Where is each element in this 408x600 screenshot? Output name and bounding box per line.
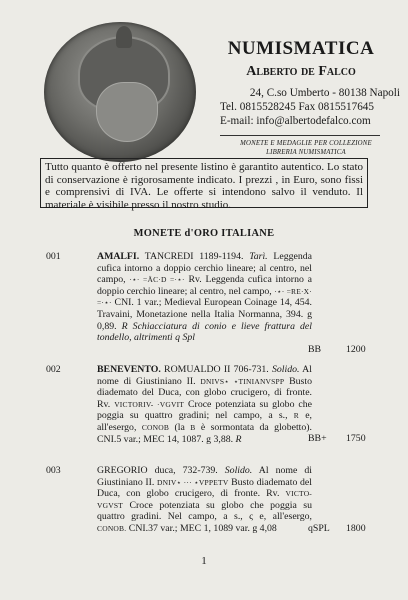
lot-mint: AMALFI. bbox=[97, 251, 140, 262]
lot-denomination: Solido. bbox=[271, 364, 300, 375]
header-divider bbox=[220, 135, 380, 136]
lot-description bbox=[97, 251, 312, 344]
address: 24, C.so Umberto - 80138 Napoli bbox=[249, 87, 400, 99]
section-title: MONETE d'ORO ITALIANE bbox=[133, 228, 275, 239]
lot-reverse-description: Croce potenziata su globo che poggia su quattro gradini. Nel campo, a s., ς e, all'esergo, bbox=[97, 499, 312, 523]
lot-obverse-inscription: DNIVS⋆ ⋆TINIANVSPP bbox=[200, 376, 285, 386]
lot-reverse-inscription: VICTORIV- ·VGVIT bbox=[114, 399, 185, 409]
page-number: 1 bbox=[201, 555, 207, 567]
lot-reverse-inscription: VICTO-VGVST bbox=[97, 489, 313, 510]
lot-exergue-inscription: CONOB. bbox=[97, 523, 127, 533]
lot-ruler-name: GREGORIO bbox=[97, 465, 148, 476]
company-title: NUMISMATICA bbox=[227, 38, 375, 59]
lot-exergue-inscription: CONOB bbox=[141, 422, 170, 432]
coin-face bbox=[96, 82, 158, 142]
lot-price: 1800 bbox=[346, 523, 366, 534]
lot-denomination: Solido. bbox=[224, 465, 253, 476]
lot-references: è sormontata da globetto). CNI.5 var.; MEC 14, 1087. g 3,88. bbox=[97, 421, 312, 445]
lot-ruler: ROMUALDO II 706-731. bbox=[164, 364, 269, 375]
lot-references: CNI. 1 var.; Medieval European Coinage 14, 454. Travaini, Monetazione nella Italia Normanna, 394. g 0,89. bbox=[97, 297, 313, 332]
company-owner: Alberto de Falco bbox=[246, 64, 356, 79]
lot-rarity: R bbox=[121, 320, 128, 332]
lot-description bbox=[97, 364, 312, 445]
lot-obverse-inscription: ·⋆· =ÄC·D =·⋆· bbox=[129, 275, 185, 285]
notice-box: Tutto quanto è offerto nel presente listino è garantito autentico. Lo stato di conservazione è rigorosamente indicato. I prezzi , in Euro, sono fissi e comprensivi di IVA. Le offerte si intendono salvo il venduto. Il materiale è visibile presso il nostro studio. bbox=[40, 158, 368, 208]
coin-crest bbox=[116, 26, 132, 48]
lot-grade: BB+ bbox=[308, 433, 327, 444]
email: E-mail: info@albertodefalco.com bbox=[220, 115, 371, 127]
lot-mint: BENEVENTO. bbox=[97, 364, 161, 375]
lot-rarity: R bbox=[235, 433, 242, 445]
lot-reverse-description: Croce potenziata su globo che poggia su quattro gradini; nel campo, a s., bbox=[97, 398, 313, 422]
lot-ruler: duca, 732-739. bbox=[154, 465, 218, 476]
lot-price: 1200 bbox=[346, 344, 366, 355]
coin-athena-helmet-image bbox=[44, 22, 196, 162]
lot-obverse-inscription: DNIV⋆ ··· ⋆VPPETV bbox=[156, 477, 229, 487]
tagline-line-2: LIBRERIA NUMISMATICA bbox=[266, 149, 346, 156]
lot-note: Schiacciatura di conio e lieve frattura del tondello, altrimenti q Spl bbox=[97, 320, 312, 344]
phone-fax: Tel. 0815528245 Fax 0815517645 bbox=[220, 101, 374, 113]
lot-reverse-inscription: ·⋆· =RE·X· =·⋆· bbox=[97, 286, 312, 308]
lot-note-open: (la bbox=[174, 421, 185, 433]
tagline-line-1: MONETE E MEDAGLIE PER COLLEZIONE bbox=[240, 140, 372, 147]
lot-field-letter-r: R bbox=[293, 411, 299, 421]
lot-grade: BB bbox=[308, 344, 322, 355]
lot-obverse-description: Busto diademato del Duca, con globo crucigero, di fronte. Rv. bbox=[97, 375, 312, 410]
lot-number: 003 bbox=[46, 465, 61, 476]
contact-block bbox=[220, 86, 400, 128]
lot-obverse-legend: Al nome di Giustiniano II. bbox=[97, 465, 312, 488]
lot-field-letter-b: B bbox=[190, 422, 196, 432]
lot-description bbox=[97, 465, 312, 535]
lot-number: 001 bbox=[46, 251, 61, 262]
lot-references: CNI.37 var.; MEC 1, 1089 var. g 4,08 bbox=[128, 522, 277, 534]
lot-price: 1750 bbox=[346, 433, 366, 444]
lot-obverse-legend: Leggenda cufica intorno a doppio cerchio lineare; al centro, nel campo, bbox=[97, 251, 312, 286]
lot-number: 002 bbox=[46, 364, 61, 375]
tagline bbox=[212, 139, 400, 157]
lot-obverse-description: Busto diademato del Duca, con globo crucigero, di fronte. Rv. bbox=[97, 476, 312, 500]
lot-obverse-legend: Al nome di Giustiniano II. bbox=[97, 364, 312, 387]
lot-ruler: TANCREDI 1189-1194. bbox=[144, 251, 244, 262]
lot-reverse-legend: Rv. Leggenda cufica intorno a doppio cerchio lineare; al centro, nel campo, bbox=[97, 274, 312, 297]
lot-grade: qSPL bbox=[308, 523, 330, 534]
lot-denomination: Tarì. bbox=[249, 251, 268, 262]
lot-exergue-label: e, all'esergo, bbox=[97, 410, 312, 433]
